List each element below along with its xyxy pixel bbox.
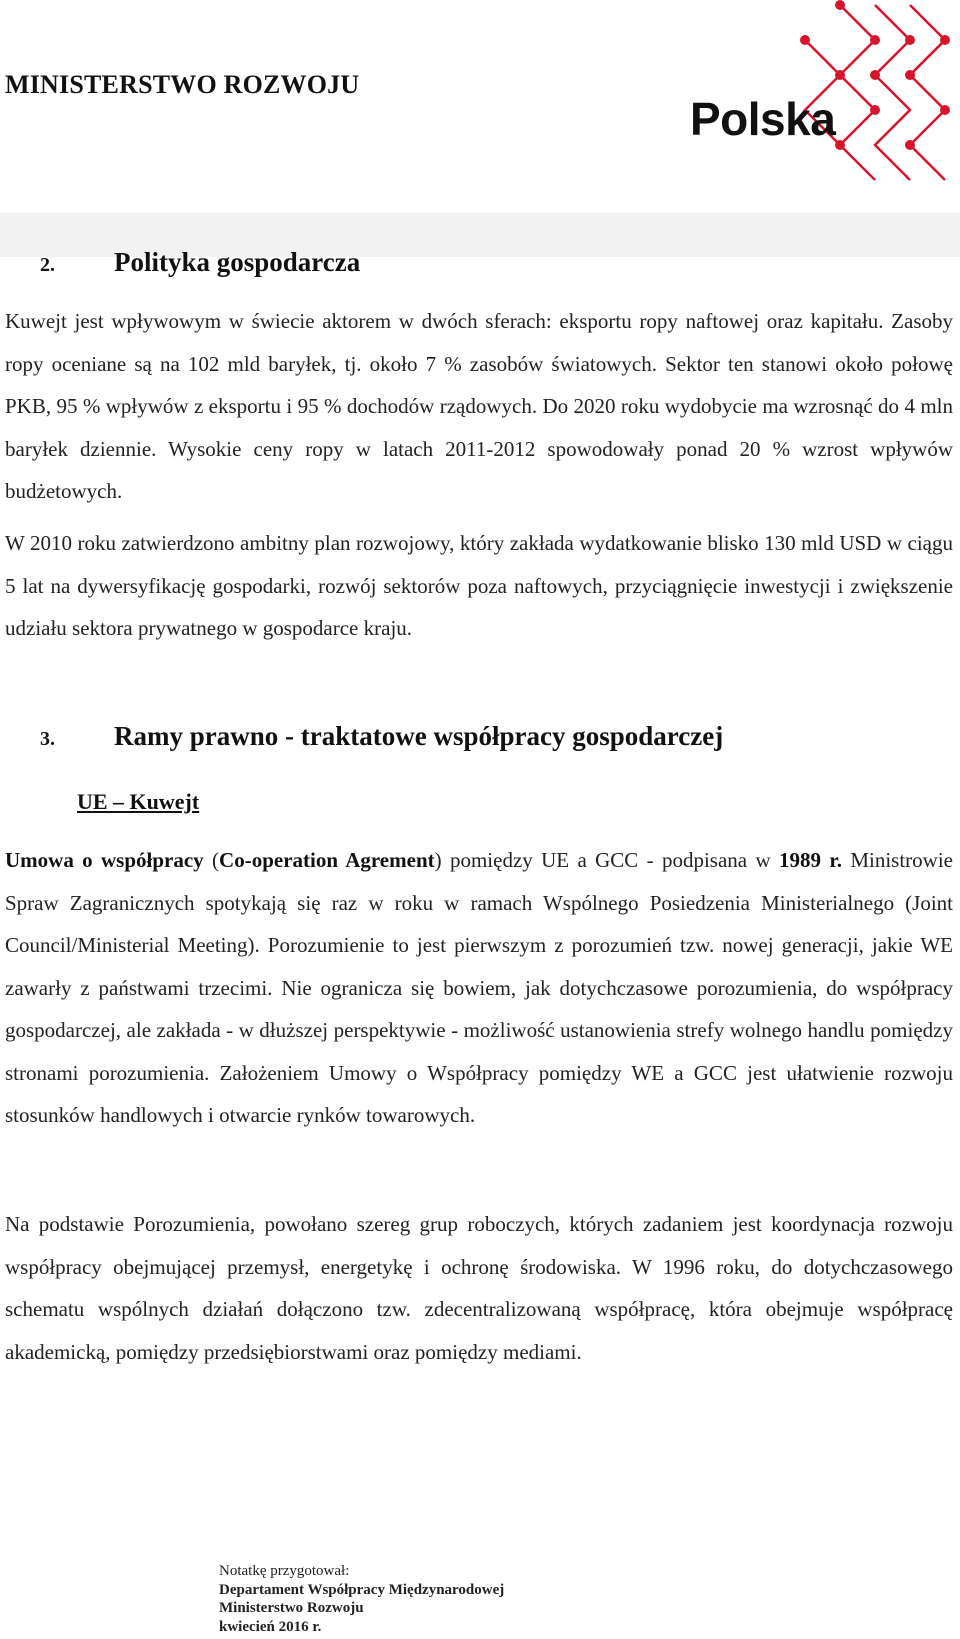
section-3-paragraph-1-text: Ministrowie Spraw Zagranicznych spotykają się raz w roku w ramach Wspólnego Posiedzenia Ministerialnego (Joint Council/Ministerial Meeting). Porozumienie to jest pierwszym z porozumień tzw. nowej generacji, jakie WE zawarły z państwami trzecimi. Nie ogranicza się bowiem, jak dotychczasowe porozumienia, do współpracy gospodarczej, ale zakłada - w dłuższej perspektywie - możliwość ustanowienia strefy wolnego handlu pomiędzy stronami porozumienia. Założeniem Umowy o Współpracy pomiędzy WE a GCC jest ułatwienie rozwoju stosunków handlowych i otwarcie rynków towarowych. — [5, 848, 953, 1127]
section-2-title: Polityka gospodarcza — [114, 247, 361, 277]
section-2-paragraph-1: Kuwejt jest wpływowym w świecie aktorem w dwóch sferach: eksportu ropy naftowej oraz kapitału. Zasoby ropy oceniane są na 102 mld baryłek, tj. około 7 % zasobów światowych. Sektor ten stanowi około połowę PKB, 95 % wpływów z eksportu i 95 % dochodów rządowych. Do 2020 roku wydobycie ma wzrosnąć do 4 mln baryłek dziennie. Wysokie ceny ropy w latach 2011-2012 spowodowały ponad 20 % wzrost wpływów budżetowych. — [5, 309, 953, 503]
agreement-english-name: Co-operation Agrement — [219, 848, 435, 872]
footer-date: kwiecień 2016 r. — [219, 1618, 322, 1635]
section-3-number: 3. — [40, 728, 55, 750]
logo-wordmark: Polska — [690, 93, 836, 145]
agreement-parties: ) pomiędzy UE a GCC - podpisana w — [434, 848, 779, 872]
footer-prepared-by: Notatkę przygotował: — [219, 1563, 350, 1579]
paren-open: ( — [203, 848, 220, 872]
section-3-paragraph-1 — [5, 839, 953, 1137]
section-2-number: 2. — [40, 254, 55, 276]
footer-department: Departament Współpracy Międzynarodowej — [219, 1581, 505, 1598]
section-2-heading — [40, 247, 360, 278]
footer-note — [219, 1562, 504, 1636]
section-3-subheading: UE – Kuwejt — [77, 789, 200, 814]
agreement-year: 1989 r. — [778, 848, 842, 872]
section-3-paragraph-2: Na podstawie Porozumienia, powołano szereg grup roboczych, których zadaniem jest koordynacja rozwoju współpracy obejmującej przemysł, energetykę i ochronę środowiska. W 1996 roku, do dotychczasowego schematu wspólnych działań dołączono tzw. zdecentralizowaną współpracę, która obejmuje współpracę akademicką, pomiędzy przedsiębiorstwami oraz pomiędzy mediami. — [5, 1212, 953, 1364]
ministry-name: MINISTERSTWO ROZWOJU — [5, 70, 360, 99]
footer-ministry: Ministerstwo Rozwoju — [219, 1600, 364, 1616]
section-3-title: Ramy prawno - traktatowe współpracy gospodarczej — [114, 721, 724, 751]
agreement-name: Umowa o współpracy — [5, 848, 204, 872]
section-3-heading — [40, 721, 723, 752]
polska-logo — [690, 0, 960, 185]
section-2-paragraph-2: W 2010 roku zatwierdzono ambitny plan rozwojowy, który zakłada wydatkowanie blisko 130 mld USD w ciągu 5 lat na dywersyfikację gospodarki, rozwój sektorów poza naftowych, przyciągnięcie inwestycji i zwiększenie udziału sektora prywatnego w gospodarce kraju. — [5, 531, 953, 640]
